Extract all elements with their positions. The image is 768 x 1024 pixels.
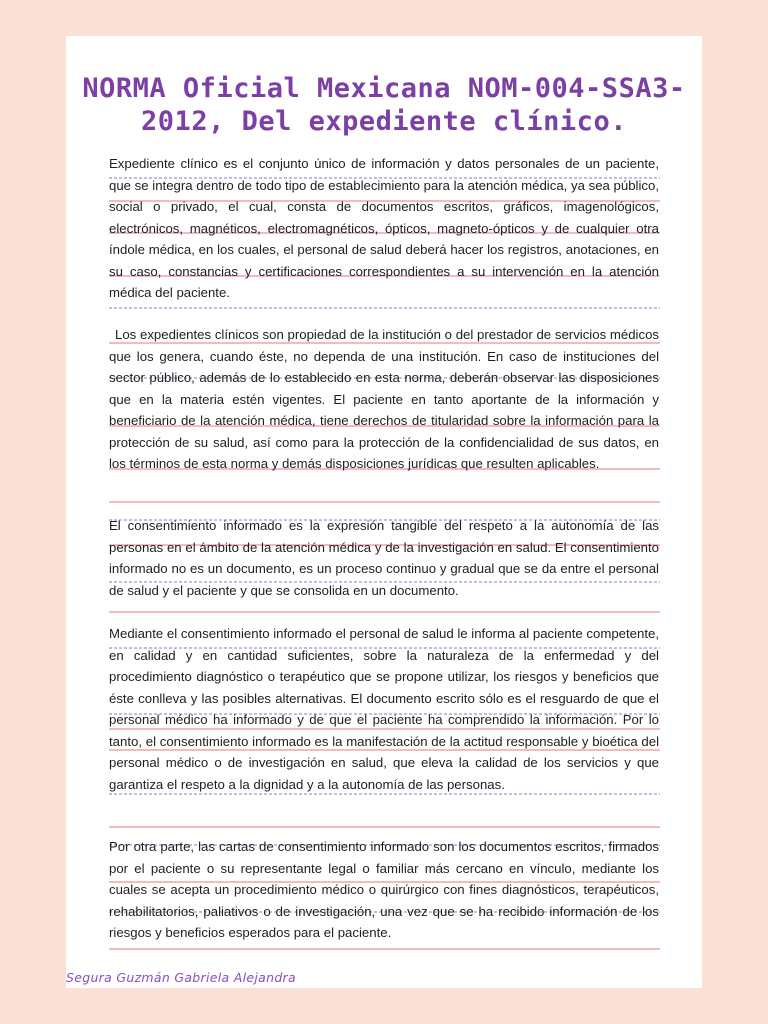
paragraph-expediente: Expediente clínico es el conjunto único de información y datos personales de un paciente, que se integra dentro de todo tipo de establecimiento para la atención médica, ya sea público, social o privado, el cual, consta de documentos escritos, gráficos, imagenológicos, electrónicos, magnéticos, electromagnéticos, ópticos, magneto-ópticos y de cualquier otra índole médica, en los cuales, el personal de salud deberá hacer los registros, anotaciones, en su caso, constancias y certificaciones correspondientes a su intervención en la atención médica del paciente. xyxy=(109,156,659,300)
paragraph-propiedad: Los expedientes clínicos son propiedad de la institución o del prestador de servicios médicos que los genera, cuando éste, no dependa de una institución. En caso de instituciones del sector público, además de lo establecido en esta norma, deberán observar las disposiciones que en la materia estén vigentes. El paciente en tanto aportante de la información y beneficiario de la atención médica, tiene derechos de titularidad sobre la información para la protección de su salud, así como para la protección de la confidencialidad de sus datos, en los términos de esta norma y demás disposiciones jurídicas que resulten aplicables. xyxy=(109,327,659,471)
author-signature: Segura Guzmán Gabriela Alejandra xyxy=(66,970,296,985)
paragraph-consentimiento: El consentimiento informado es la expresión tangible del respeto a la autonomía de las personas en el ámbito de la atención médica y de la investigación en salud. El consentimiento informado no es un documento, es un proceso continuo y gradual que se da entre el personal de salud y el paciente y que se consolida en un documento. xyxy=(109,518,659,598)
paragraph-mediante: Mediante el consentimiento informado el personal de salud le informa al paciente competente, en calidad y en cantidad suficientes, sobre la naturaleza de la enfermedad y del procedimiento diagnóstico o terapéutico que se propone utilizar, los riesgos y beneficios que éste conlleva y las posibles alternativas. El documento escrito sólo es el resguardo de que el personal médico ha informado y de que el paciente ha comprendido la información. Por lo tanto, el consentimiento informado es la manifestación de la actitud responsable y bioética del personal médico o de investigación en salud, que eleva la calidad de los servicios y que garantiza el respeto a la dignidad y a la autonomía de las personas. xyxy=(109,626,659,792)
document-title: NORMA Oficial Mexicana NOM-004-SSA3-2012, Del expediente clínico. xyxy=(82,73,686,137)
paragraph-cartas: Por otra parte, las cartas de consentimiento informado son los documentos escritos, firmados por el paciente o su representante legal o familiar más cercano en vínculo, mediante los cuales se acepta un procedimiento médico o quirúrgico con fines diagnósticos, terapéuticos, rehabilitatorios, paliativos o de investigación, una vez que se ha recibido información de los riesgos y beneficios esperados para el paciente. xyxy=(109,839,659,940)
